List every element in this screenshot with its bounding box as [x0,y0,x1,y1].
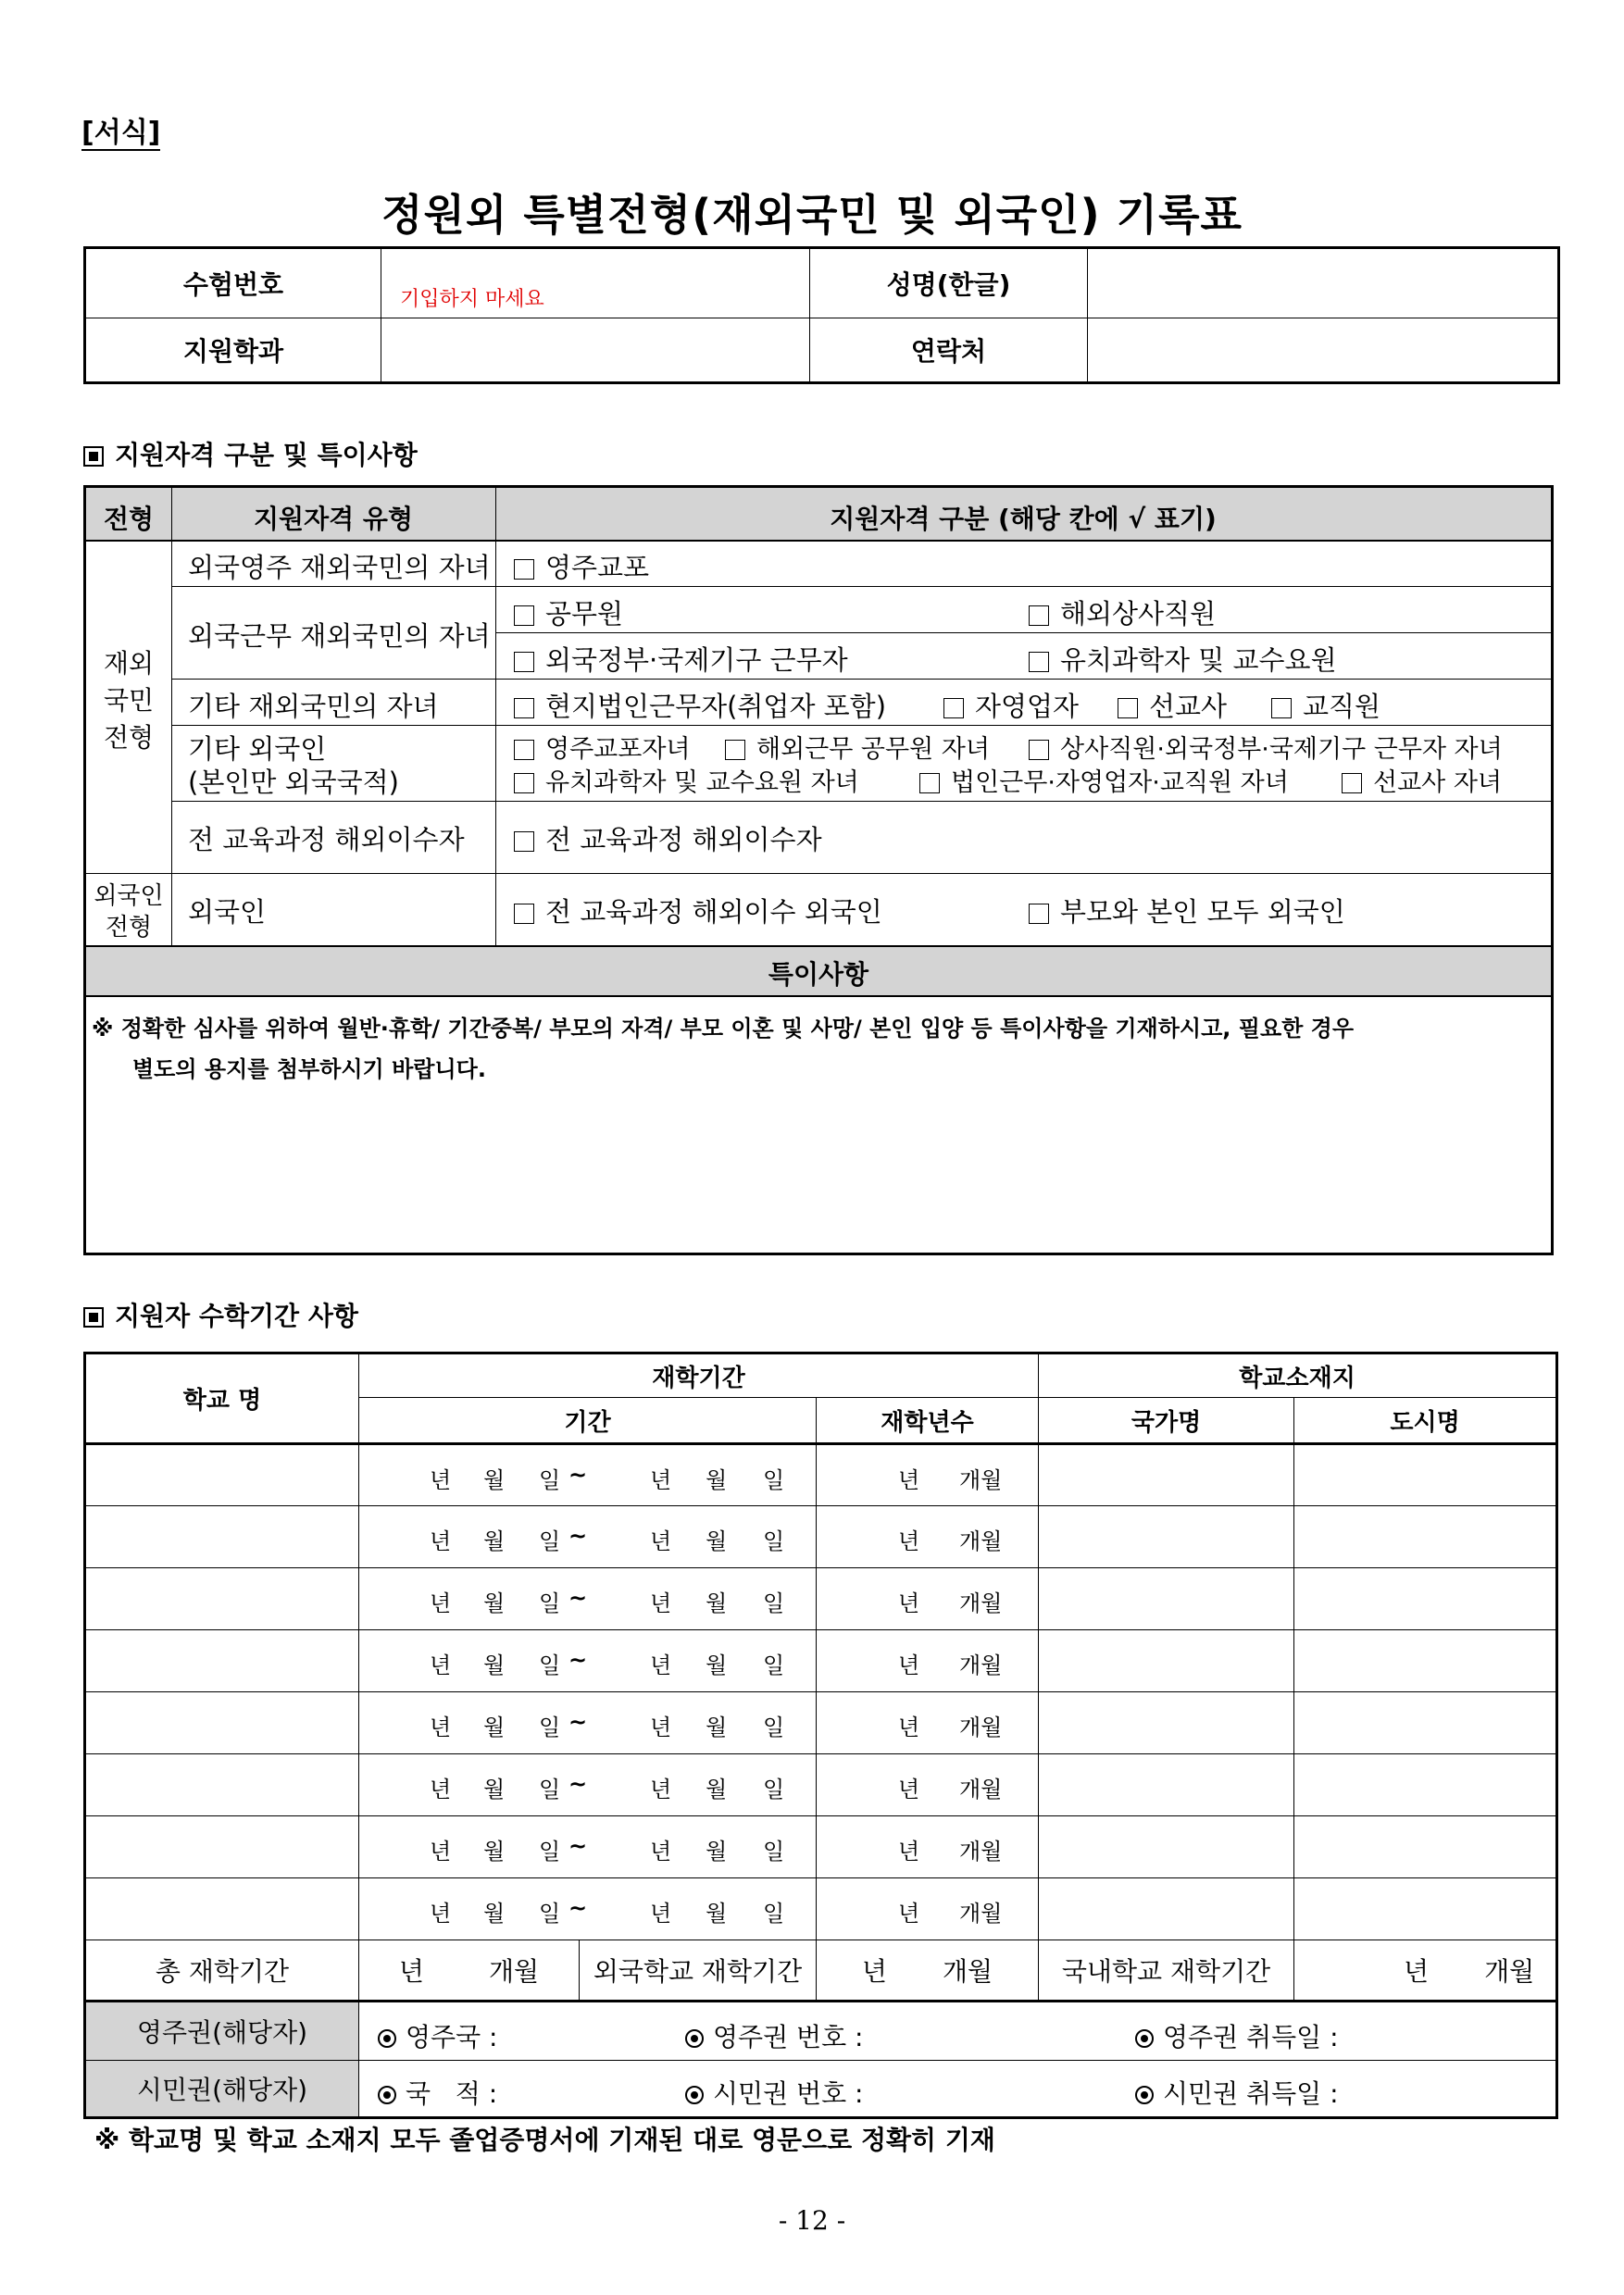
col-school-name: 학교 명 [85,1353,359,1444]
tilde-label: ~ [568,1833,588,1859]
option-checkbox[interactable]: 해외근무 공무원 자녀 [725,729,990,765]
years-cell[interactable] [817,1630,1039,1692]
contact-label: 연락처 [810,318,1088,383]
country-cell[interactable] [1039,1444,1294,1506]
year-label: 년 [650,1777,672,1802]
year-label: 년 [430,1528,452,1554]
tilde-label: ~ [568,1523,588,1549]
period-cell[interactable] [359,1630,817,1692]
year-label: 년 [430,1777,452,1802]
checkbox-icon [514,773,534,793]
checkbox-icon [1342,773,1362,793]
table-row [85,1568,1557,1630]
month-label: 월 [706,1467,728,1493]
name-field[interactable] [1088,248,1559,318]
month-label: 월 [483,1715,506,1740]
footnote: ※ 학교명 및 학교 소재지 모두 졸업증명서에 기재된 대로 영문으로 정확히 기재 [94,2125,995,2155]
tilde-label: ~ [568,1709,588,1735]
col-type: 지원자격 유형 [253,504,414,534]
exam-number-note: 기입하지 마세요 [400,288,544,311]
type-row-1: 외국영주 재외국민의 자녀 [188,552,491,583]
school-name-cell[interactable] [85,1816,359,1878]
month-label: 월 [483,1901,506,1927]
checkbox-icon [514,559,534,580]
col-city: 도시명 [1294,1398,1557,1444]
country-cell[interactable] [1039,1568,1294,1630]
year-label: 년 [650,1839,672,1865]
cit-nationality-field[interactable]: 국 적 : [378,2074,497,2111]
city-cell[interactable] [1294,1444,1557,1506]
option-checkbox[interactable]: 선교사 자녀 [1342,762,1502,798]
day-label: 일 [539,1839,561,1865]
month-label: 월 [483,1590,506,1616]
day-label: 일 [539,1528,561,1554]
year-label: 년 [430,1901,452,1927]
day-label: 일 [539,1653,561,1678]
year-label: 년 [430,1653,452,1678]
school-name-cell[interactable] [85,1630,359,1692]
checkbox-icon [514,831,534,852]
month-label: 월 [483,1528,506,1554]
option-checkbox[interactable]: 전 교육과정 해외이수자 [514,819,822,857]
years-cell[interactable] [817,1568,1039,1630]
country-cell[interactable] [1039,1630,1294,1692]
month-label: 월 [483,1467,506,1493]
day-label: 일 [539,1715,561,1740]
years-cell[interactable] [817,1878,1039,1940]
day-label: 일 [763,1467,785,1493]
country-cell[interactable] [1039,1816,1294,1878]
type-row-3: 기타 재외국민의 자녀 [188,691,439,722]
citizenship-row [359,2061,1557,2118]
checkbox-icon [1029,740,1049,760]
months-label: 개월 [959,1777,1003,1802]
option-checkbox[interactable]: 자영업자 [943,686,1079,724]
page-number: - 12 - [778,2205,846,2236]
period-cell[interactable] [359,1568,817,1630]
filled-square-icon [83,1307,104,1328]
name-label: 성명(한글) [810,248,1088,318]
table-row [85,1754,1557,1816]
year-label: 년 [650,1590,672,1616]
exam-number-label: 수험번호 [85,248,381,318]
option-checkbox[interactable]: 외국정부·국제기구 근무자 [514,640,848,678]
period-cell[interactable] [359,1878,817,1940]
radio-bullet-icon [1135,2086,1154,2104]
option-checkbox[interactable]: 교직원 [1271,686,1380,724]
cit-number-field[interactable]: 시민권 번호 : [685,2074,863,2111]
month-label: 월 [483,1777,506,1802]
city-cell[interactable] [1294,1816,1557,1878]
city-cell[interactable] [1294,1568,1557,1630]
col-period: 기간 [359,1398,817,1444]
checkbox-icon [1271,698,1292,718]
radio-bullet-icon [1135,2029,1154,2048]
years-cell[interactable] [817,1692,1039,1754]
option-checkbox[interactable]: 유치과학자 및 교수요원 자녀 [514,762,859,798]
city-cell[interactable] [1294,1754,1557,1816]
checkbox-icon [1029,605,1049,626]
page-title: 정원외 특별전형(재외국민 및 외국인) 기록표 [381,190,1243,240]
option-checkbox[interactable]: 공무원 [514,593,623,631]
checkbox-icon [1029,652,1049,672]
month-label: 월 [706,1715,728,1740]
option-checkbox[interactable]: 영주교포자녀 [514,729,691,765]
months-label: 개월 [959,1528,1003,1554]
school-name-cell[interactable] [85,1506,359,1568]
table-row [85,1692,1557,1754]
foreign-period-label: 외국학교 재학기간 [580,1940,817,2002]
year-label: 년 [650,1715,672,1740]
option-checkbox[interactable]: 해외상사직원 [1029,593,1216,631]
day-label: 일 [539,1901,561,1927]
col-years: 재학년수 [817,1398,1039,1444]
cit-date-field[interactable]: 시민권 취득일 : [1135,2074,1339,2111]
radio-bullet-icon [685,2029,704,2048]
group-overseas-korean: 재외국민전형 [103,648,155,753]
country-cell[interactable] [1039,1692,1294,1754]
col-enroll-period: 재학기간 [359,1353,1039,1398]
tilde-label: ~ [568,1585,588,1611]
foreign-period-value[interactable]: 년 개월 [817,1940,1039,2002]
years-cell[interactable] [817,1816,1039,1878]
option-checkbox[interactable]: 영주교포 [514,547,649,585]
pr-date-field[interactable]: 영주권 취득일 : [1135,2017,1339,2054]
period-cell[interactable] [359,1444,817,1506]
form-tag: [서식] [81,117,161,149]
year-label: 년 [430,1715,452,1740]
period-cell[interactable] [359,1816,817,1878]
type-row-2: 외국근무 재외국민의 자녀 [188,620,491,652]
citizenship-label: 시민권(해당자) [85,2061,359,2118]
month-label: 월 [706,1901,728,1927]
year-label: 년 [650,1901,672,1927]
day-label: 일 [763,1590,785,1616]
exam-number-field [381,248,810,318]
city-cell[interactable] [1294,1692,1557,1754]
tilde-label: ~ [568,1647,588,1673]
study-period-table [83,1352,1558,2119]
year-label: 년 [650,1467,672,1493]
month-label: 월 [706,1777,728,1802]
filled-square-icon [83,446,104,467]
type-row-4: 기타 외국인 [188,733,327,765]
year-label: 년 [898,1901,920,1927]
month-label: 월 [706,1653,728,1678]
year-label: 년 [898,1839,920,1865]
table-row [85,1630,1557,1692]
year-label: 년 [898,1715,920,1740]
department-field[interactable] [381,318,810,383]
checkbox-icon [943,698,964,718]
months-label: 개월 [959,1839,1003,1865]
domestic-period-value[interactable]: 년 개월 [1294,1940,1557,2002]
tilde-label: ~ [568,1771,588,1797]
option-checkbox[interactable]: 전 교육과정 해외이수 외국인 [514,892,882,929]
type-row-4-sub: (본인만 외국국적) [188,767,399,798]
pr-country-field[interactable]: 영주국 : [378,2017,497,2054]
school-name-cell[interactable] [85,1568,359,1630]
day-label: 일 [539,1467,561,1493]
day-label: 일 [763,1777,785,1802]
month-label: 월 [706,1528,728,1554]
applicant-info-table [83,246,1560,384]
day-label: 일 [763,1528,785,1554]
radio-bullet-icon [685,2086,704,2104]
school-name-cell[interactable] [85,1692,359,1754]
tilde-label: ~ [568,1895,588,1921]
year-label: 년 [898,1467,920,1493]
period-cell[interactable] [359,1506,817,1568]
section2-heading: 지원자 수학기간 사항 [83,1296,358,1333]
checkbox-icon [1029,904,1049,924]
day-label: 일 [539,1777,561,1802]
day-label: 일 [763,1653,785,1678]
permanent-residency-row [359,2002,1557,2061]
school-name-cell[interactable] [85,1878,359,1940]
city-cell[interactable] [1294,1630,1557,1692]
months-label: 개월 [959,1715,1003,1740]
year-label: 년 [650,1653,672,1678]
col-classification: 지원자격 구분 (해당 칸에 √ 표기) [830,504,1217,534]
country-cell[interactable] [1039,1754,1294,1816]
table-row [85,1878,1557,1940]
type-row-5: 전 교육과정 해외이수자 [188,824,465,855]
table-row [85,1816,1557,1878]
type-row-6: 외국인 [188,896,267,928]
checkbox-icon [514,605,534,626]
checkbox-icon [514,698,534,718]
year-label: 년 [898,1777,920,1802]
school-name-cell[interactable] [85,1754,359,1816]
day-label: 일 [763,1715,785,1740]
total-period-value[interactable]: 년 개월 [359,1940,580,2002]
radio-bullet-icon [378,2086,396,2104]
month-label: 월 [706,1590,728,1616]
day-label: 일 [763,1839,785,1865]
year-label: 년 [898,1590,920,1616]
year-label: 년 [430,1590,452,1616]
checkbox-icon [514,904,534,924]
col-country: 국가명 [1039,1398,1294,1444]
qualification-table [83,485,1554,1255]
special-notes-field[interactable] [86,1090,1551,1247]
domestic-period-label: 국내학교 재학기간 [1039,1940,1294,2002]
years-cell[interactable] [817,1506,1039,1568]
year-label: 년 [898,1528,920,1554]
option-checkbox[interactable]: 선교사 [1118,686,1227,724]
option-checkbox[interactable]: 상사직원·외국정부·국제기구 근무자 자녀 [1029,729,1503,765]
country-cell[interactable] [1039,1506,1294,1568]
checkbox-icon [514,740,534,760]
months-label: 개월 [959,1467,1003,1493]
checkbox-icon [919,773,940,793]
period-cell[interactable] [359,1754,817,1816]
option-checkbox[interactable]: 유치과학자 및 교수요원 [1029,640,1337,678]
year-label: 년 [430,1839,452,1865]
day-label: 일 [539,1590,561,1616]
city-cell[interactable] [1294,1878,1557,1940]
table-row [85,1444,1557,1506]
group-foreigner: 외국인전형 [94,882,164,942]
months-label: 개월 [959,1653,1003,1678]
checkbox-icon [725,740,745,760]
permanent-residency-label: 영주권(해당자) [85,2002,359,2061]
contact-field[interactable] [1088,318,1559,383]
col-school-location: 학교소재지 [1039,1353,1557,1398]
school-name-cell[interactable] [85,1444,359,1506]
months-label: 개월 [959,1590,1003,1616]
years-cell[interactable] [817,1754,1039,1816]
col-track: 전형 [103,504,155,534]
year-label: 년 [650,1528,672,1554]
pr-number-field[interactable]: 영주권 번호 : [685,2017,863,2054]
year-label: 년 [430,1467,452,1493]
years-cell[interactable] [817,1444,1039,1506]
section1-heading: 지원자격 구분 및 특이사항 [83,435,418,472]
checkbox-icon [514,652,534,672]
tilde-label: ~ [568,1462,588,1488]
option-checkbox[interactable]: 부모와 본인 모두 외국인 [1029,892,1345,929]
month-label: 월 [483,1653,506,1678]
months-label: 개월 [959,1901,1003,1927]
year-label: 년 [898,1653,920,1678]
special-notes-instruction: ※ 정확한 심사를 위하여 월반·휴학/ 기간중복/ 부모의 자격/ 부모 이혼 및 사망/ 본인 입양 등 특이사항을 기재하시고, 필요한 경우 별도의 용지를 첨부하시기 바랍니다. [92,1016,1355,1082]
checkbox-icon [1118,698,1138,718]
total-period-label: 총 재학기간 [85,1940,359,2002]
period-cell[interactable] [359,1692,817,1754]
option-checkbox[interactable]: 법인근무·자영업자·교직원 자녀 [919,762,1289,798]
radio-bullet-icon [378,2029,396,2048]
month-label: 월 [706,1839,728,1865]
department-label: 지원학과 [85,318,381,383]
special-notes-header: 특이사항 [768,959,869,990]
city-cell[interactable] [1294,1506,1557,1568]
month-label: 월 [483,1839,506,1865]
option-checkbox[interactable]: 현지법인근무자(취업자 포함) [514,686,886,724]
day-label: 일 [763,1901,785,1927]
country-cell[interactable] [1039,1878,1294,1940]
table-row [85,1506,1557,1568]
